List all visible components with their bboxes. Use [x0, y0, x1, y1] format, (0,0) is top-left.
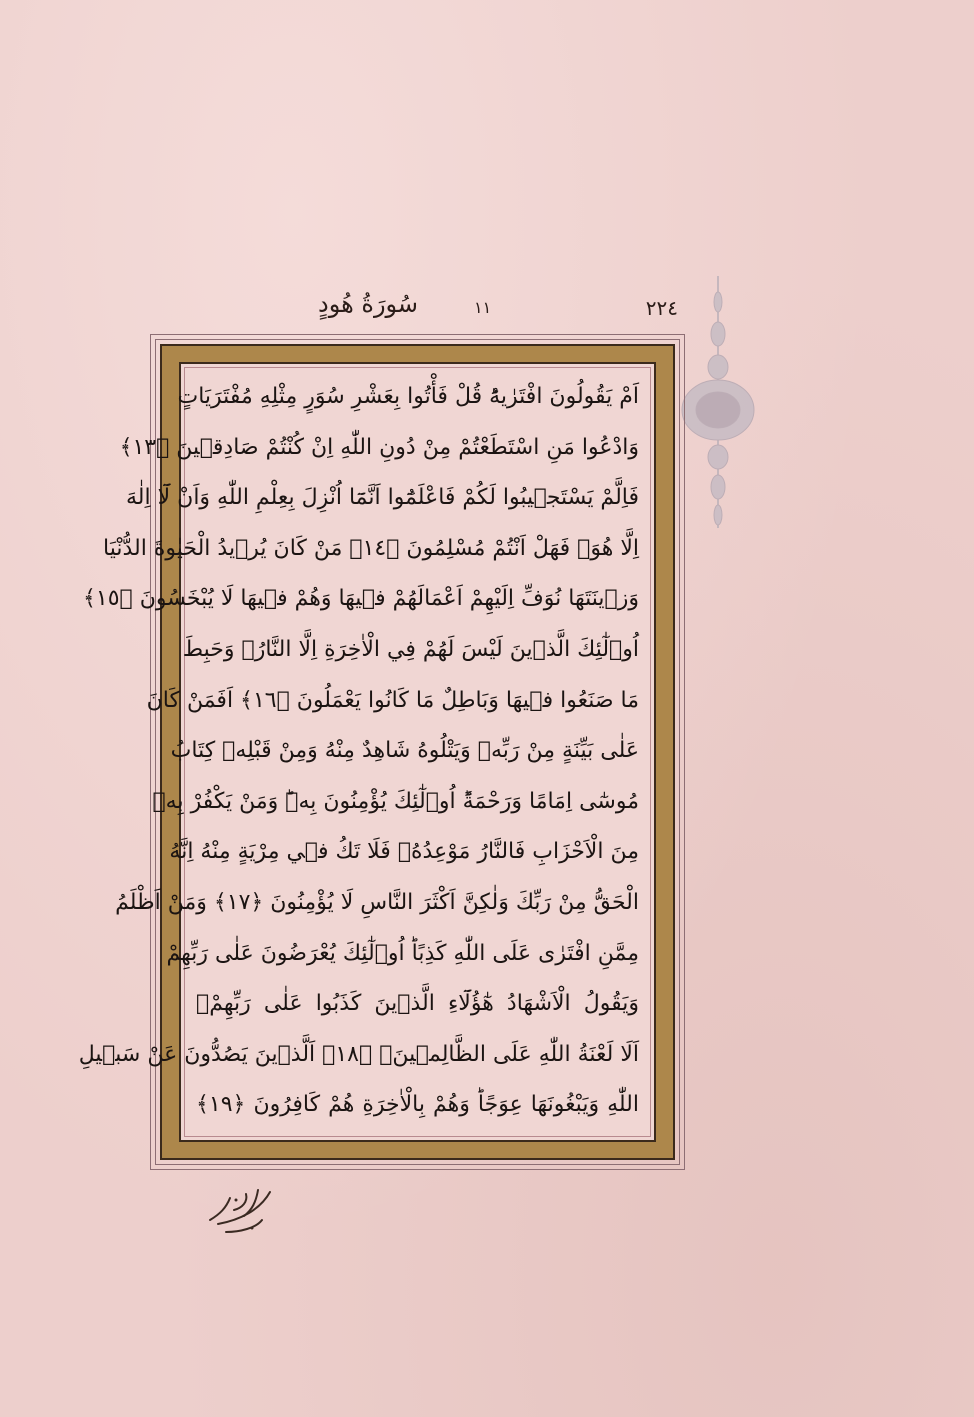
- verse-line: وَادْعُوا مَنِ اسْتَطَعْتُمْ مِنْ دُونِ اللّٰهِ اِنْ كُنْتُمْ صَادِق۪ينَ ﴿١٣﴾: [119, 434, 639, 460]
- margin-medallion-ornament: [678, 272, 758, 532]
- verse-line: مُوسٰٓى اِمَامًا وَرَحْمَةًؕ اُو۬لٰٓئِكَ يُؤْمِنُونَ بِه۪ؕ وَمَنْ يَكْفُرْ بِه۪: [152, 788, 639, 814]
- verse-line: مِمَّنِ افْتَرٰى عَلَى اللّٰهِ كَذِبًاؕ اُو۬لٰٓئِكَ يُعْرَضُونَ عَلٰى رَبِّهِمْ: [166, 940, 639, 966]
- verse-line: اُو۬لٰٓئِكَ الَّذ۪ينَ لَيْسَ لَهُمْ فِي الْاٰخِرَةِ اِلَّا النَّارُۘ وَحَبِطَ: [182, 636, 639, 662]
- verse-line: الْحَقُّ مِنْ رَبِّكَ وَلٰكِنَّ اَكْثَرَ النَّاسِ لَا يُؤْمِنُونَ ﴿١٧﴾ وَمَنْ اَظْلَمُ: [115, 889, 639, 915]
- surah-number: ١١: [474, 298, 492, 317]
- verse-line: اَمْ يَقُولُونَ افْتَرٰيهُؕ قُلْ فَأْتُوا بِعَشْرِ سُوَرٍ مِثْلِهِ مُفْتَرَيَاتٍ: [177, 384, 639, 409]
- calligrapher-signature: [200, 1180, 280, 1240]
- verse-line: وَز۪ينَتَهَا نُوَفِّ اِلَيْهِمْ اَعْمَالَهُمْ ف۪يهَا وَهُمْ ف۪يهَا لَا يُبْخَسُونَ ﴿١٥﴾: [83, 586, 639, 612]
- surah-title: سُورَةُ هُودٍ: [318, 290, 419, 318]
- verse-line: مِنَ الْاَحْزَابِ فَالنَّارُ مَوْعِدُهُۚ فَلَا تَكُ ف۪ي مِرْيَةٍ مِنْهُ اِنَّهُ: [169, 839, 639, 865]
- verse-line: اللّٰهِ وَيَبْغُونَهَا عِوَجًاؕ وَهُمْ بِالْاٰخِرَةِ هُمْ كَافِرُونَ ﴿١٩﴾: [196, 1092, 639, 1118]
- page-header: [150, 290, 686, 330]
- verse-text-block: [78, 372, 639, 1132]
- verse-line: وَيَقُولُ الْاَشْهَادُ هٰٓؤُلَٓاءِ الَّذ۪ينَ كَذَبُوا عَلٰى رَبِّهِمْۚ: [196, 991, 639, 1017]
- verse-line: مَا صَنَعُوا ف۪يهَا وَبَاطِلٌ مَا كَانُوا يَعْمَلُونَ ﴿١٦﴾ اَفَمَنْ كَانَ: [146, 687, 639, 713]
- verse-line: فَاِلَّمْ يَسْتَج۪يبُوا لَكُمْ فَاعْلَمُٓوا اَنَّمَٓا اُنْزِلَ بِعِلْمِ اللّٰهِ وَاَنْ لَٓا اِلٰهَ: [126, 485, 639, 511]
- verse-line: عَلٰى بَيِّنَةٍ مِنْ رَبِّه۪ وَيَتْلُوهُ شَاهِدٌ مِنْهُ وَمِنْ قَبْلِه۪ كِتَابُ: [170, 738, 639, 764]
- verse-line: اِلَّا هُوَۚ فَهَلْ اَنْتُمْ مُسْلِمُونَ ﴿١٤﴾ مَنْ كَانَ يُر۪يدُ الْحَيٰوةَ الدُّنْيَا: [103, 535, 639, 561]
- verse-line: اَلَا لَعْنَةُ اللّٰهِ عَلَى الظَّالِم۪ينَۙ ﴿١٨﴾ اَلَّذ۪ينَ يَصُدُّونَ عَنْ سَب۪يلِ: [78, 1041, 639, 1067]
- page-number: ٢٢٤: [645, 296, 678, 320]
